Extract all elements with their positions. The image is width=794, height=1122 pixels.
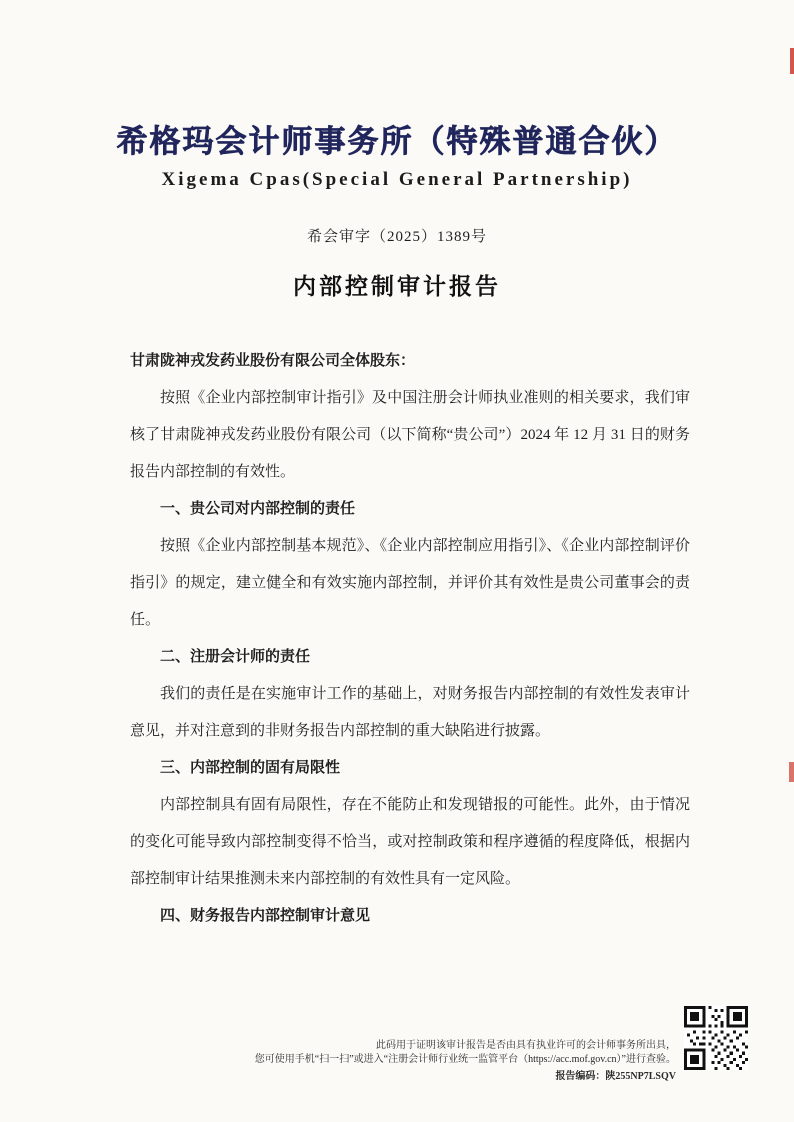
firm-name-english: Xigema Cpas(Special General Partnership) xyxy=(161,169,633,190)
firm-name-chinese: 希格玛会计师事务所（特殊普通合伙） xyxy=(116,124,678,160)
section-heading-company-responsibility: 一、贵公司对内部控制的责任 xyxy=(160,501,356,517)
section-heading-audit-opinion: 四、财务报告内部控制审计意见 xyxy=(160,908,371,924)
section-heading-inherent-limitations: 三、内部控制的固有局限性 xyxy=(160,760,341,776)
section-heading-cpa-responsibility: 二、注册会计师的责任 xyxy=(160,649,311,665)
scan-artifact-top-right xyxy=(790,48,794,74)
report-code: 报告编码：陕255NP7LSQV xyxy=(555,1071,676,1082)
verification-line-1: 此码用于证明该审计报告是否由具有执业许可的会计师事务所出具， xyxy=(376,1040,676,1051)
report-paragraph-scope: 按照《企业内部控制审计指引》及中国注册会计师执业准则的相关要求，我们审核了甘肃陇神戎发药业股份有限公司（以下简称“贵公司”）2024 年 12 月 31 日的财务报告内部控制的有效性。 xyxy=(130,390,690,480)
letterhead xyxy=(0,0,794,191)
scan-artifact-right-edge xyxy=(789,762,794,782)
report-title: 内部控制审计报告 xyxy=(293,274,501,299)
verification-footer xyxy=(255,1006,748,1084)
report-paragraph-inherent-limitations: 内部控制具有固有局限性，存在不能防止和发现错报的可能性。此外，由于情况的变化可能导致内部控制变得不恰当，或对控制政策和程序遵循的程度降低，根据内部控制审计结果推测未来内部控制的有效性具有一定风险。 xyxy=(130,797,690,887)
report-paragraph-cpa-responsibility: 我们的责任是在实施审计工作的基础上，对财务报告内部控制的有效性发表审计意见，并对注意到的非财务报告内部控制的重大缺陷进行披露。 xyxy=(130,686,690,739)
verification-line-2: 您可使用手机“扫一扫”或进入“注册会计师行业统一监管平台（https://acc.mof.gov.cn）”进行查验。 xyxy=(254,1054,676,1065)
qr-code-icon xyxy=(684,1006,748,1070)
report-paragraph-company-responsibility: 按照《企业内部控制基本规范》、《企业内部控制应用指引》、《企业内部控制评价指引》的规定，建立健全和有效实施内部控制，并评价其有效性是贵公司董事会的责任。 xyxy=(130,538,690,628)
verification-text xyxy=(255,1039,676,1084)
salutation: 甘肃陇神戎发药业股份有限公司全体股东： xyxy=(130,353,416,369)
report-body xyxy=(0,343,794,935)
document-number: 希会审字（2025）1389号 xyxy=(306,229,487,245)
